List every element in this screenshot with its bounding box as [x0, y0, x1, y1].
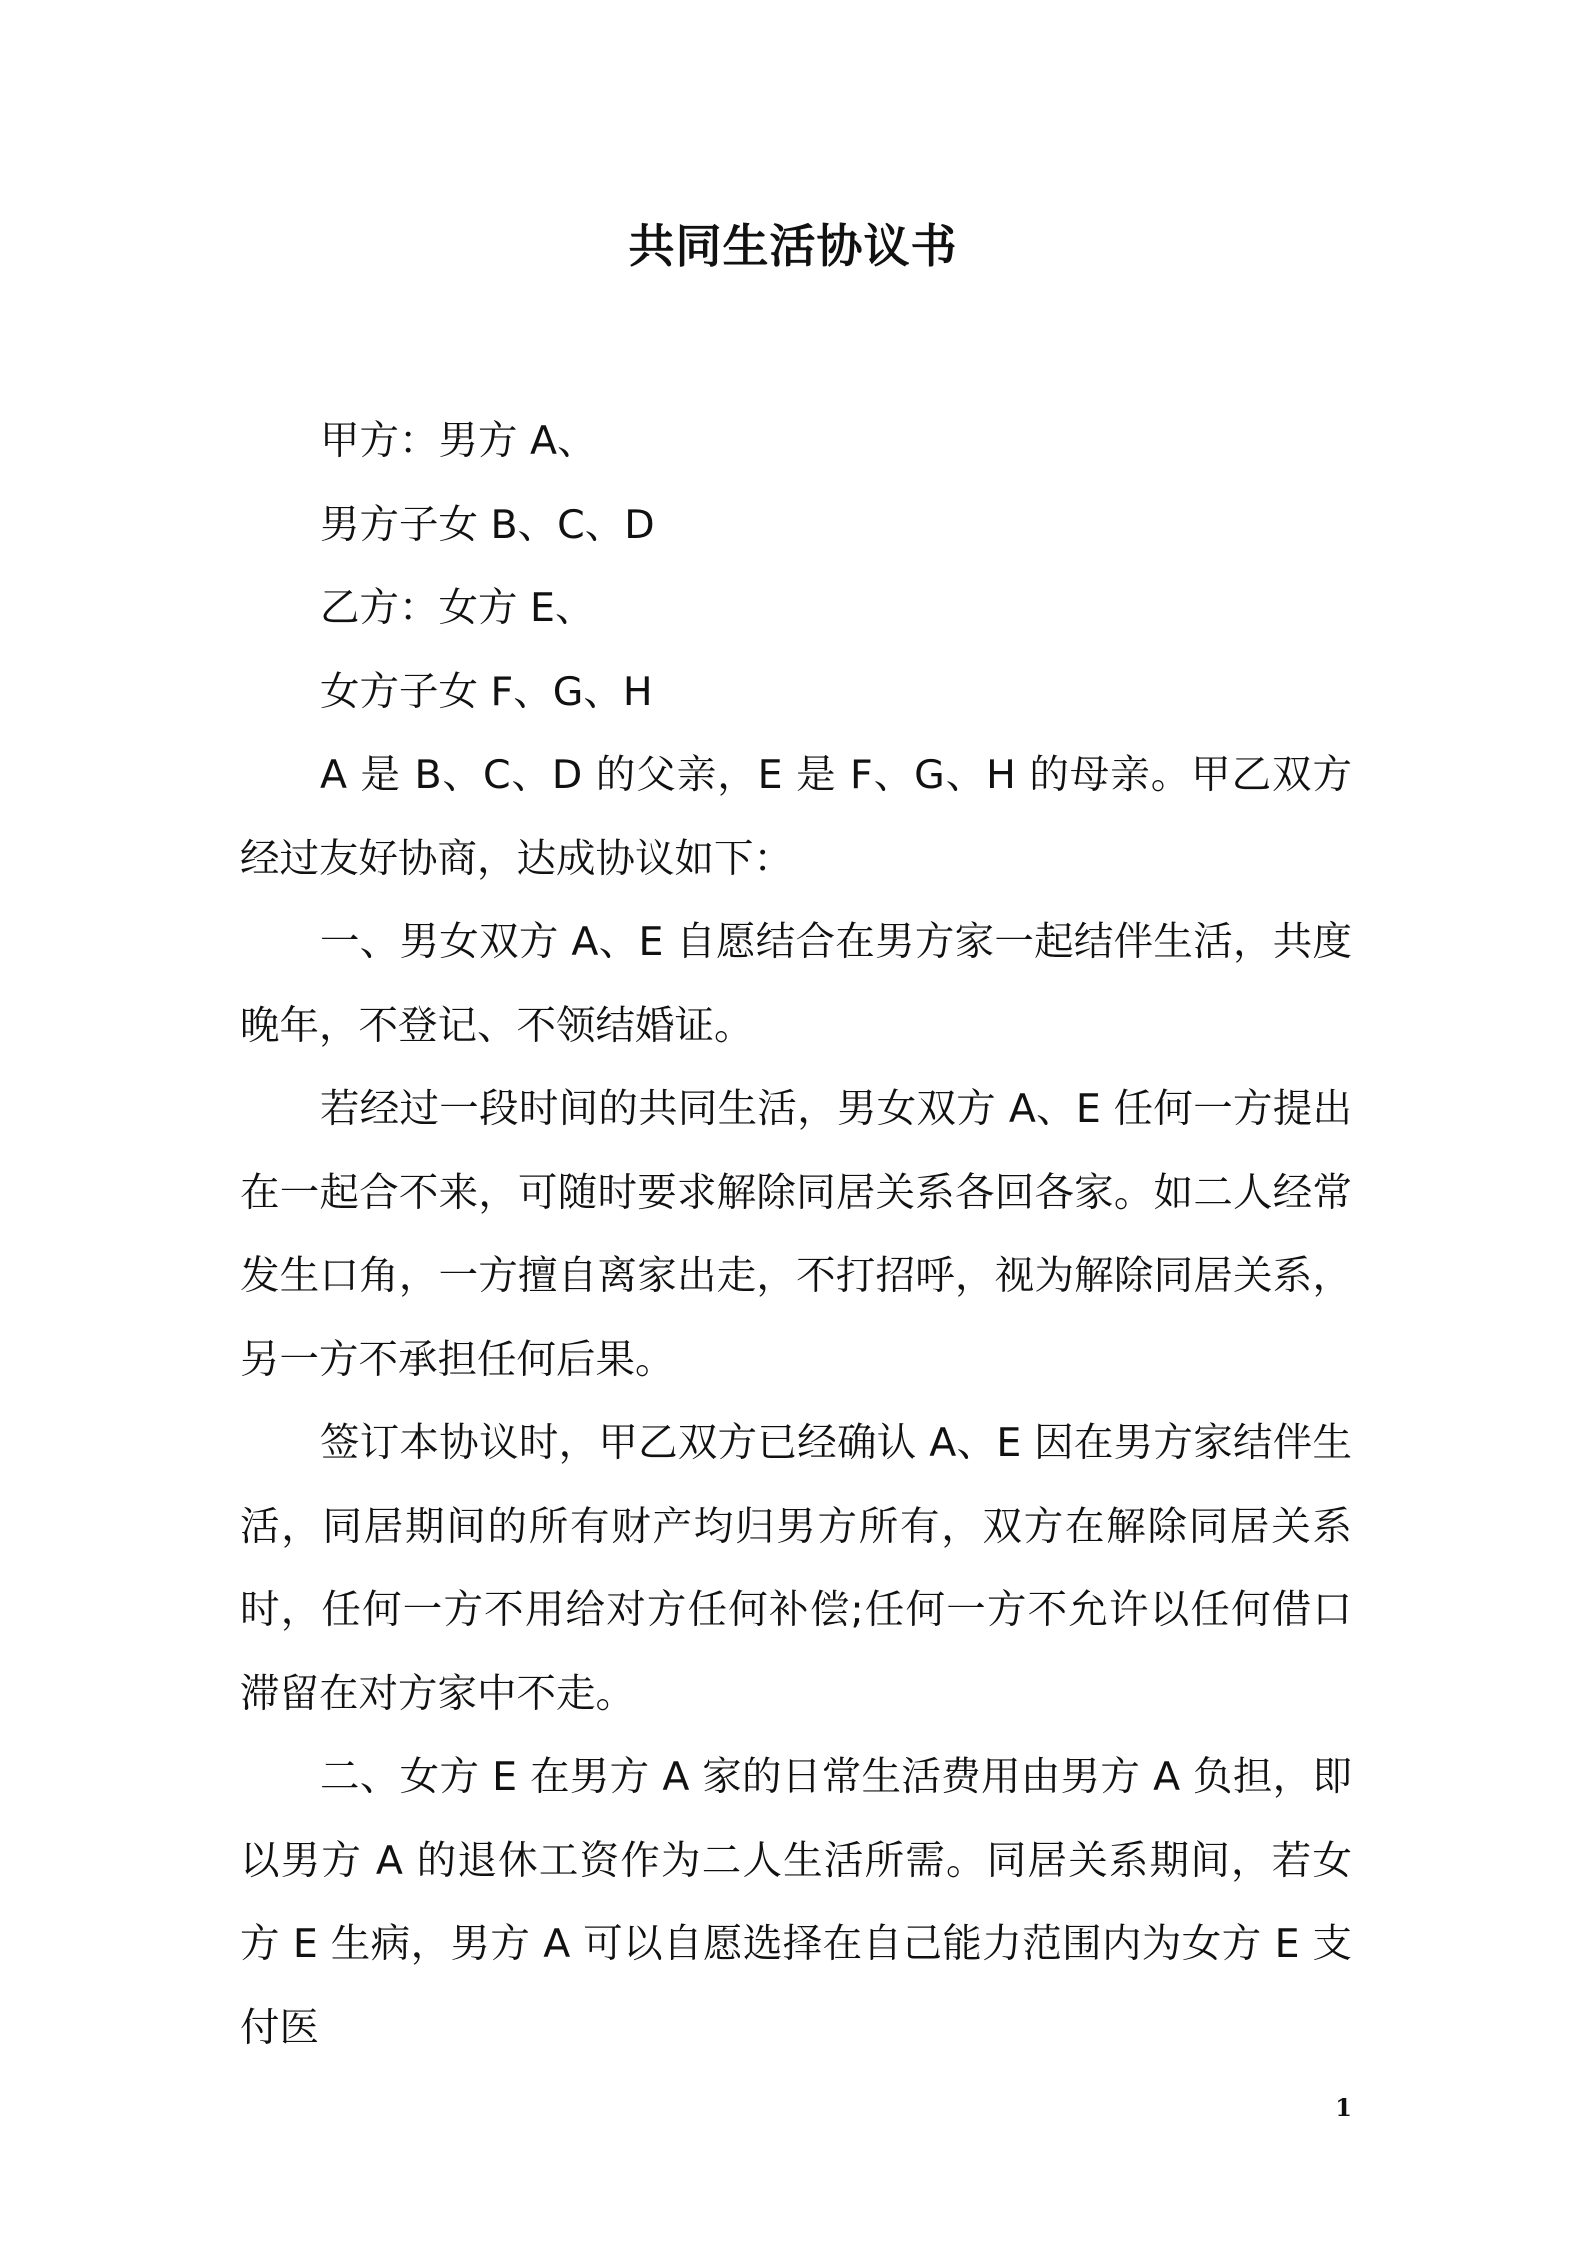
- clause-two-paragraph: 二、女方 E 在男方 A 家的日常生活费用由男方 A 负担，即以男方 A 的退休工资作为二人生活所需。同居关系期间，若女方 E 生病，男方 A 可以自愿选择在自己能力范围内为女方 E 支付医: [240, 1754, 1352, 2051]
- property-paragraph: 签订本协议时，甲乙双方已经确认 A、E 因在男方家结伴生活，同居期间的所有财产均归男方所有，双方在解除同居关系时，任何一方不用给对方任何补偿;任何一方不允许以任何借口滞留在对方家中不走。: [240, 1420, 1352, 1717]
- relationship-paragraph: A 是 B、C、D 的父亲，E 是 F、G、H 的母亲。甲乙双方经过友好协商，达成协议如下：: [240, 752, 1352, 882]
- party-b-children-line: 女方子女 F、G、H: [320, 668, 653, 715]
- party-a-children-line: 男方子女 B、C、D: [320, 501, 655, 548]
- clause-one-paragraph: 一、男女双方 A、E 自愿结合在男方家一起结伴生活，共度晚年，不登记、不领结婚证。: [240, 919, 1352, 1049]
- separation-paragraph: 若经过一段时间的共同生活，男女双方 A、E 任何一方提出在一起合不来，可随时要求解除同居关系各回各家。如二人经常发生口角，一方擅自离家出走，不打招呼，视为解除同居关系，另一方不承担任何后果。: [240, 1086, 1352, 1383]
- document-body: [240, 400, 1352, 2070]
- party-a-line: 甲方：男方 A、: [320, 418, 597, 464]
- page-number: 1: [1335, 2093, 1352, 2122]
- party-b-line: 乙方：女方 E、: [320, 585, 595, 631]
- document-title: 共同生活协议书: [628, 219, 958, 273]
